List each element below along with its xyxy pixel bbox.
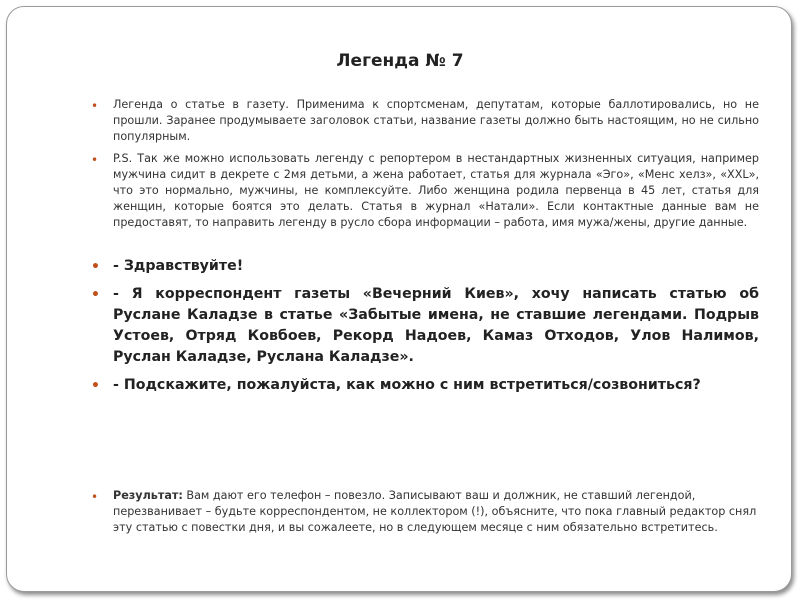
slide-card xyxy=(6,6,792,592)
result-paragraph xyxy=(113,488,759,536)
dialogue-greeting: - Здравствуйте! xyxy=(113,258,244,274)
result-label: Результат: xyxy=(113,489,183,502)
bullet-icon: • xyxy=(91,378,100,394)
bullet-icon: • xyxy=(91,153,99,167)
paragraph-ps: P.S. Так же можно использовать легенду с репортером в нестандартных жизненных ситуация, например мужчина сидит в декрете с 2мя детьми, а жена работает, статья для журнала «Эго», «Менс хелз», «XXL», что это нормально, мужчины, не комплексуйте. Либо женщина родила первенца в 45 лет, статья для женщин, которые боятся это делать. Статья в журнал «Натали». Если контактные данные вам не предоставят, то направить легенду в русло сбора информации – работа, имя мужа/жены, другие данные. xyxy=(113,152,759,229)
slide-title: Легенда № 7 xyxy=(336,51,464,71)
list-item-ps xyxy=(91,151,759,231)
bullet-icon: • xyxy=(91,490,99,504)
bullet-icon: • xyxy=(91,287,100,303)
list-item-question xyxy=(91,375,759,396)
slide-content xyxy=(91,97,759,536)
list-item-introduction xyxy=(91,284,759,368)
dialogue-introduction: - Я корреспондент газеты «Вечерний Киев», хочу написать статью об Руслане Каладзе в статье «Забытые имена, не ставшие легендами. Подрыв Устоев, Отряд Ковбоев, Рекорд Надоев, Камаз Отходов, Улов Налимов, Руслан Каладзе, Руслана Каладзе». xyxy=(113,286,759,365)
list-item-intro xyxy=(91,97,759,145)
list-item-greeting xyxy=(91,256,759,277)
paragraph-intro: Легенда о статье в газету. Применима к спортсменам, депутатам, которые баллотировались, но не прошли. Заранее продумываете заголовок статьи, название газеты должно быть настоящим, но не сильно популярным. xyxy=(113,98,759,143)
list-item-result xyxy=(91,488,759,536)
bullet-icon: • xyxy=(91,259,100,275)
result-text: Вам дают его телефон – повезло. Записывают ваш и должник, не ставший легендой, перезванивает – будьте корреспондентом, не коллектором (!), объясните, что пока главный редактор снял эту статью с повестки дня, и вы сожалеете, но в следующем месяце с ним обязательно встретитесь. xyxy=(113,489,757,534)
bullet-icon: • xyxy=(91,99,99,113)
dialogue-question: - Подскажите, пожалуйста, как можно с ним встретиться/созвониться? xyxy=(113,377,701,393)
